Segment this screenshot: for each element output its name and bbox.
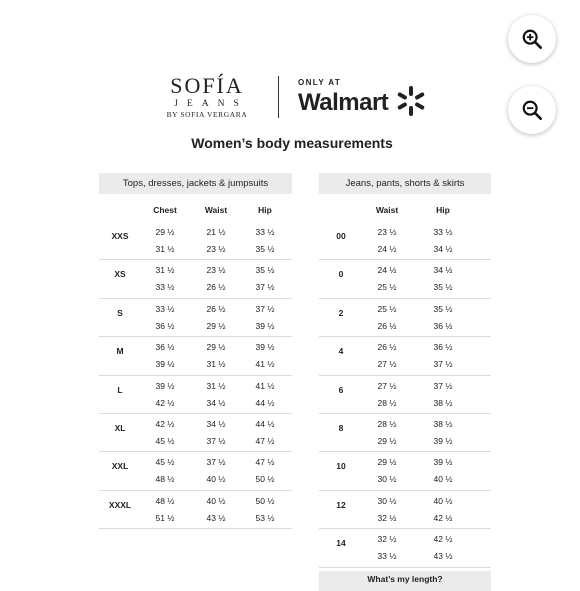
brand-header: [152, 74, 442, 122]
hip-value: 38 ½: [433, 418, 453, 429]
table-row: [319, 414, 491, 452]
waist-value: 31 ½: [206, 380, 226, 391]
zoom-out-icon: [521, 99, 543, 121]
hip-value: 35 ½: [433, 303, 453, 314]
table-row: [99, 337, 292, 375]
length-section-header: What’s my length?: [319, 571, 491, 591]
hip-value: 37 ½: [433, 380, 453, 391]
size-label: 00: [336, 231, 346, 241]
page-title: Women’s body measurements: [191, 135, 393, 151]
table-row: [99, 452, 292, 490]
size-label: XXXL: [108, 499, 132, 510]
table-row: [99, 414, 292, 452]
size-label: 12: [336, 499, 346, 510]
size-label: XS: [114, 269, 126, 280]
size-label: M: [116, 346, 124, 357]
waist-value: 29 ½: [377, 435, 397, 446]
waist-value: 25 ½: [377, 282, 397, 293]
table-row: [99, 222, 292, 260]
waist-value: 29 ½: [206, 342, 226, 353]
hip-value: 40 ½: [433, 495, 453, 506]
column-header-waist: Waist: [204, 205, 228, 215]
only-at-text: ONLY AT: [298, 78, 342, 87]
hip-value: 36 ½: [433, 342, 453, 353]
hip-value: 33 ½: [433, 227, 453, 237]
waist-value: 28 ½: [377, 397, 397, 408]
zoom-in-icon: [521, 28, 543, 50]
waist-value: 30 ½: [377, 495, 397, 506]
tops-size-table: [99, 173, 292, 529]
sofia-logo-text: SOFÍA: [170, 73, 244, 98]
table-row: [319, 529, 491, 567]
size-label: 14: [336, 538, 346, 549]
waist-value: 30 ½: [377, 474, 397, 485]
chest-value: 45 ½: [155, 435, 175, 446]
size-label: 2: [338, 307, 344, 318]
zoom-out-button[interactable]: [508, 86, 556, 134]
waist-value: 29 ½: [206, 320, 226, 331]
chest-value: 39 ½: [155, 359, 175, 370]
size-label: XXS: [111, 231, 129, 241]
table-row: [319, 491, 491, 529]
jeans-column-headers: [319, 194, 491, 222]
waist-value: 34 ½: [206, 397, 226, 408]
waist-value: 26 ½: [377, 320, 397, 331]
chest-value: 48 ½: [155, 474, 175, 485]
chest-value: 36 ½: [155, 342, 175, 353]
chest-value: 51 ½: [155, 512, 175, 523]
table-row: [99, 299, 292, 337]
tops-table-title: Tops, dresses, jackets & jumpsuits: [99, 173, 292, 194]
hip-value: 44 ½: [255, 418, 275, 429]
hip-value: 50 ½: [255, 474, 275, 485]
column-header-hip: Hip: [436, 205, 450, 215]
walmart-wordmark: Walmart: [298, 89, 389, 116]
hip-value: 38 ½: [433, 397, 453, 408]
size-label: 10: [336, 461, 346, 472]
chest-value: 29 ½: [155, 227, 175, 237]
chest-value: 36 ½: [155, 320, 175, 331]
waist-value: 32 ½: [377, 534, 397, 545]
waist-value: 23 ½: [206, 265, 226, 276]
hip-value: 37 ½: [255, 303, 275, 314]
hip-value: 50 ½: [255, 495, 275, 506]
waist-value: 25 ½: [377, 303, 397, 314]
waist-value: 23 ½: [377, 227, 397, 237]
hip-value: 47 ½: [255, 457, 275, 468]
table-row: [319, 337, 491, 375]
chest-value: 31 ½: [155, 265, 175, 276]
hip-value: 34 ½: [433, 244, 453, 254]
by-sofia-vergara-text: BY SOFIA VERGARA: [166, 110, 248, 119]
hip-value: 39 ½: [255, 320, 275, 331]
hip-value: 47 ½: [255, 435, 275, 446]
table-row: [319, 222, 491, 260]
size-label: L: [117, 384, 123, 395]
hip-value: 39 ½: [255, 342, 275, 353]
hip-value: 35 ½: [433, 282, 453, 293]
hip-value: 34 ½: [433, 265, 453, 276]
hip-value: 40 ½: [433, 474, 453, 485]
waist-value: 31 ½: [206, 359, 226, 370]
size-label: XXL: [111, 461, 129, 472]
table-row: [319, 260, 491, 298]
waist-value: 34 ½: [206, 418, 226, 429]
hip-value: 43 ½: [433, 551, 453, 562]
hip-value: 42 ½: [433, 512, 453, 523]
chest-value: 39 ½: [155, 380, 175, 391]
size-label: S: [117, 307, 123, 318]
chest-value: 31 ½: [155, 244, 175, 254]
tops-column-headers: [99, 194, 292, 222]
waist-value: 24 ½: [377, 265, 397, 276]
waist-value: 26 ½: [206, 303, 226, 314]
brand-divider: [278, 76, 279, 118]
table-row: [99, 491, 292, 529]
waist-value: 27 ½: [377, 380, 397, 391]
size-label: 6: [338, 384, 344, 395]
waist-value: 33 ½: [377, 551, 397, 562]
column-header-chest: Chest: [153, 205, 177, 215]
hip-value: 37 ½: [255, 282, 275, 293]
jeans-rows: [319, 222, 491, 568]
table-row: [319, 376, 491, 414]
waist-value: 24 ½: [377, 244, 397, 254]
column-header-waist: Waist: [375, 205, 399, 215]
hip-value: 35 ½: [255, 265, 275, 276]
table-row: [319, 452, 491, 490]
chest-value: 48 ½: [155, 495, 175, 506]
zoom-in-button[interactable]: [508, 15, 556, 63]
hip-value: 41 ½: [255, 380, 275, 391]
waist-value: 29 ½: [377, 457, 397, 468]
waist-value: 37 ½: [206, 457, 226, 468]
hip-value: 36 ½: [433, 320, 453, 331]
walmart-logo: [298, 78, 388, 118]
waist-value: 32 ½: [377, 512, 397, 523]
chest-value: 42 ½: [155, 418, 175, 429]
waist-value: 27 ½: [377, 359, 397, 370]
hip-value: 41 ½: [255, 359, 275, 370]
jeans-table-title: Jeans, pants, shorts & skirts: [319, 173, 491, 194]
size-label: 4: [338, 346, 344, 357]
jeans-logo-text: JEANS: [174, 99, 248, 109]
waist-value: 28 ½: [377, 418, 397, 429]
table-row: [99, 260, 292, 298]
hip-value: 39 ½: [433, 435, 453, 446]
hip-value: 53 ½: [255, 512, 275, 523]
chest-value: 45 ½: [155, 457, 175, 468]
size-label: 0: [338, 269, 344, 280]
hip-value: 44 ½: [255, 397, 275, 408]
table-row: [319, 299, 491, 337]
waist-value: 40 ½: [206, 474, 226, 485]
waist-value: 26 ½: [377, 342, 397, 353]
waist-value: 37 ½: [206, 435, 226, 446]
waist-value: 43 ½: [206, 512, 226, 523]
waist-value: 23 ½: [206, 244, 226, 254]
hip-value: 33 ½: [255, 227, 275, 237]
chest-value: 33 ½: [155, 282, 175, 293]
table-row: [99, 376, 292, 414]
chest-value: 33 ½: [155, 303, 175, 314]
size-label: 8: [338, 422, 344, 433]
waist-value: 26 ½: [206, 282, 226, 293]
hip-value: 37 ½: [433, 359, 453, 370]
chest-value: 42 ½: [155, 397, 175, 408]
size-label: XL: [114, 422, 126, 433]
tops-rows: [99, 222, 292, 529]
sofia-jeans-logo: [152, 74, 262, 120]
hip-value: 35 ½: [255, 244, 275, 254]
jeans-size-table: [319, 173, 491, 568]
hip-value: 39 ½: [433, 457, 453, 468]
waist-value: 40 ½: [206, 495, 226, 506]
column-header-hip: Hip: [258, 205, 272, 215]
hip-value: 42 ½: [433, 534, 453, 545]
waist-value: 21 ½: [206, 227, 226, 237]
walmart-spark-icon: [395, 85, 427, 117]
